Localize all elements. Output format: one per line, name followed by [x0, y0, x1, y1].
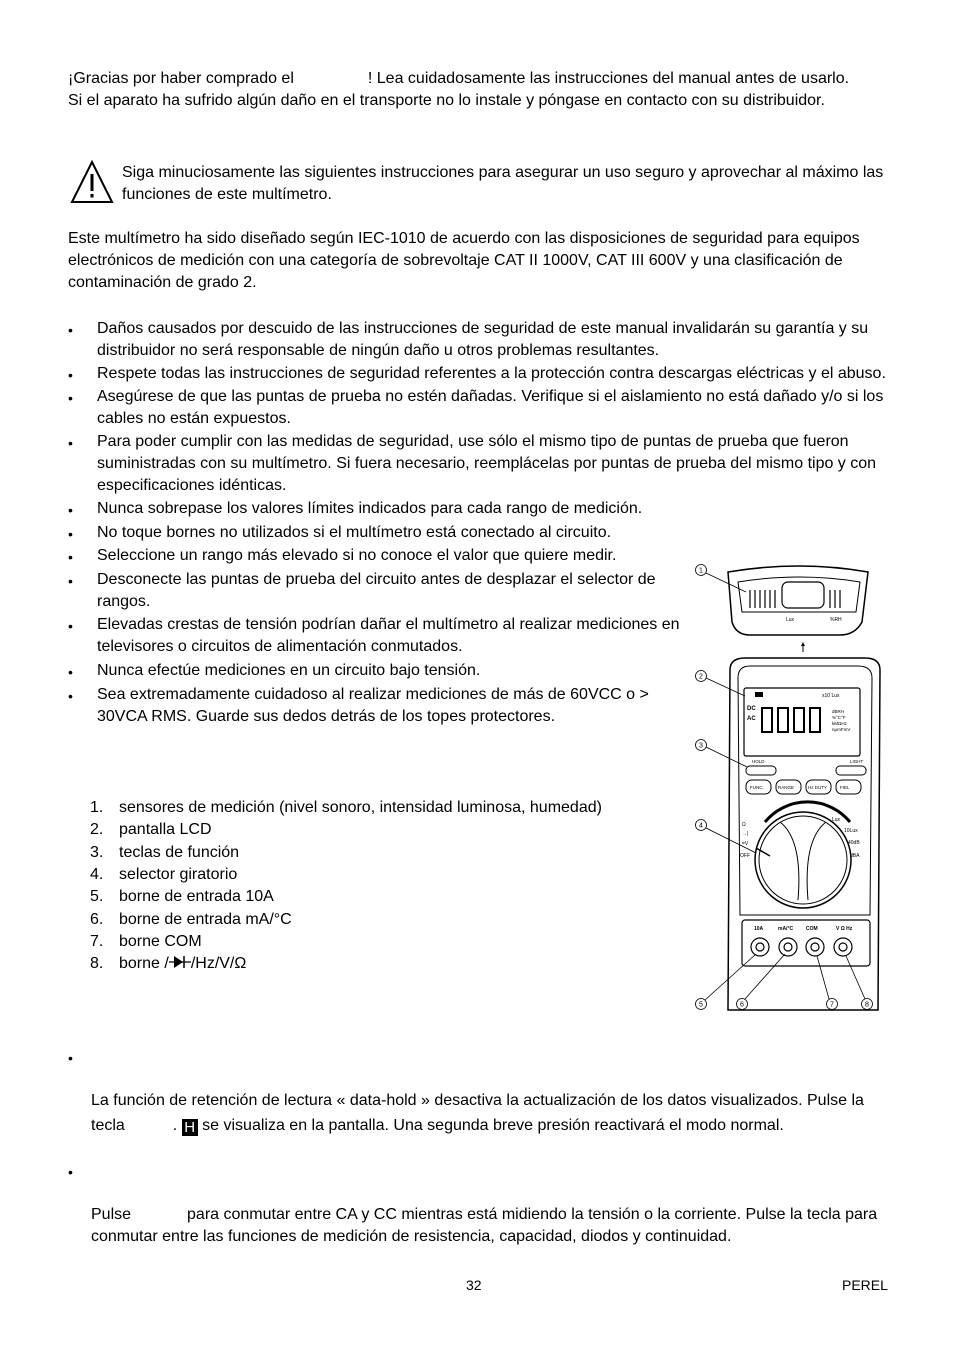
jack-vohm-label: V Ω Hz: [836, 926, 853, 932]
part-number: 5.: [90, 888, 104, 906]
lcd-ac: AC: [747, 716, 756, 722]
safety-item-line: distribuidor no será responsable de ningún daño u otros problemas resultantes.: [97, 342, 660, 359]
bullet-marker: •: [68, 664, 73, 680]
sensor-label-lux: Lux: [786, 617, 795, 623]
part-label: borne de entrada 10A: [119, 888, 274, 906]
lcd-dc: DC: [747, 706, 756, 712]
part-label: sensores de medición (nivel sonoro, intensidad luminosa, humedad): [119, 799, 602, 816]
warning-triangle-icon: [70, 160, 114, 204]
part-number: 7.: [90, 932, 104, 950]
bullet-marker: •: [68, 435, 73, 451]
callout-3: 3: [699, 742, 703, 750]
standard-paragraph: Este multímetro ha sido diseñado según IEC-1010 de acuerdo con las disposiciones de seguridad para equipos electrónicos de medición con una categoría de sobrevoltaje CAT II 1000V, CAT III 600V y una clasificación de contaminación de grado 2.: [68, 230, 860, 291]
callout-7: 7: [830, 1001, 834, 1009]
dial-dba: dBA: [850, 853, 860, 859]
func-key-label: FUNC.: [750, 785, 764, 790]
part-number: 4.: [90, 865, 104, 883]
bullet-marker: •: [68, 502, 73, 518]
safety-item-line: Seleccione un rango más elevado si no conoce el valor que quiere medir.: [97, 547, 617, 564]
bullet-marker: •: [68, 573, 73, 589]
sensor-head: [728, 566, 868, 635]
safety-item: [97, 498, 887, 520]
safety-item-line: suministradas con su multímetro. Si fuera necesario, reemplácelas por puntas de prueba del mismo tipo y con: [97, 455, 877, 472]
callout-2: 2: [699, 673, 703, 681]
bullet-marker: •: [68, 322, 73, 338]
dial-10lux: 10Lux: [844, 828, 858, 834]
part-number: 6.: [90, 910, 104, 928]
lcd-range-label: x10 Lux: [822, 693, 840, 699]
part-number: 8.: [90, 955, 104, 973]
safety-item-line: Nunca sobrepase los valores límites indicados para cada rango de medición.: [97, 500, 643, 517]
func-bullet: •: [68, 1164, 73, 1180]
safety-item-line: No toque bornes no utilizados si el multímetro está conectado al circuito.: [97, 524, 612, 541]
dial-dcv: =V: [742, 841, 749, 847]
sensor-label-rh: %RH: [830, 617, 842, 623]
lcd-display: [744, 688, 860, 756]
safety-item-line: Asegúrese de que las puntas de prueba no estén dañadas. Verifique si el aislamiento no está dañado y/o si los: [97, 388, 884, 405]
bullet-marker: •: [68, 549, 73, 565]
intro: [68, 68, 888, 112]
input-jacks: [742, 920, 870, 966]
part-label: pantalla LCD: [119, 821, 212, 839]
safety-item-line: rangos.: [97, 593, 151, 610]
jack-ma-label: mA/°C: [778, 926, 794, 932]
safety-item: [97, 363, 887, 385]
light-key-label: LIGHT: [850, 759, 864, 764]
footer-brand: PEREL: [842, 1277, 888, 1293]
safety-item-line: especificaciones idénticas.: [97, 477, 287, 494]
safety-item-line: Nunca efectúe mediciones en un circuito bajo tensión.: [97, 662, 481, 679]
bullet-marker: •: [68, 526, 73, 542]
hz-duty-key-label: Hz DUTY: [808, 785, 827, 790]
part-label: selector giratorio: [119, 865, 238, 883]
bullet-marker: •: [68, 367, 73, 383]
part-label: teclas de función: [119, 843, 240, 861]
safety-item-line: Elevadas crestas de tensión podrían dañar el multímetro al realizar mediciones en: [97, 616, 680, 633]
part-number: 3.: [90, 843, 104, 861]
safety-item-line: cables no están expuestos.: [97, 410, 291, 427]
callout-1: 1: [699, 567, 703, 575]
callout-4: 4: [699, 822, 703, 830]
dial-ohm: Ω: [742, 822, 746, 828]
hold-bullet: •: [68, 1050, 73, 1066]
lcd-unit-1: dBRH: [832, 709, 845, 714]
jack-10a-label: 10A: [754, 926, 764, 932]
safety-item: [97, 522, 887, 544]
callout-5: 5: [699, 1001, 703, 1009]
warning-text: Siga minuciosamente las siguientes instrucciones para asegurar un uso seguro y aprovechar al máximo las funciones de este multímetro.: [122, 164, 884, 203]
part-number: 2.: [90, 821, 104, 839]
lcd-unit-4: nμmFmV: [832, 727, 851, 732]
intro-line-2: Si el aparato ha sufrido algún daño en el transporte no lo instale y póngase en contacto con su distribuidor.: [68, 92, 825, 109]
safety-item-line: Respete todas las instrucciones de seguridad referentes a la protección contra descargas eléctricas y el abuso.: [97, 365, 886, 382]
safety-item-line: Daños causados por descuido de las instrucciones de seguridad de este manual invalidarán su garantía y su: [97, 320, 869, 337]
part-number: 1.: [90, 799, 104, 816]
safety-item-line: Para poder cumplir con las medidas de seguridad, use sólo el mismo tipo de puntas de prueba que fueron: [97, 433, 849, 450]
hold-symbol-icon: H: [182, 1119, 198, 1136]
fiel-key-label: FIEL: [840, 785, 850, 790]
lcd-unit-2: %°C°F: [832, 715, 846, 720]
safety-item: [97, 386, 887, 430]
safety-item-line: 30VCA RMS. Guarde sus dedos detrás de los topes protectores.: [97, 708, 556, 725]
lcd-unit-3: kMΩHz: [832, 721, 847, 726]
jack-com-label: COM: [806, 926, 818, 932]
page-number: 32: [466, 1277, 482, 1293]
safety-item-line: Sea extremadamente cuidadoso al realizar mediciones de más de 60VCC o >: [97, 686, 649, 703]
rotary-selector: [740, 802, 860, 908]
part-label: borne de entrada mA/°C: [119, 910, 292, 928]
dial-lux: Lux: [832, 817, 841, 823]
bullet-marker: •: [68, 390, 73, 406]
part-label: borne COM: [119, 932, 202, 950]
intro-line-1: ¡Gracias por haber comprado el ! Lea cuidadosamente las instrucciones del manual antes de usarlo.: [68, 70, 850, 87]
hold-key-label: HOLD: [752, 759, 765, 764]
dial-diode: →|: [742, 831, 749, 837]
dial-40db: 40dB: [848, 840, 860, 846]
callout-8: 8: [865, 1001, 869, 1009]
safety-item-line: Desconecte las puntas de prueba del circuito antes de desplazar el selector de: [97, 571, 656, 588]
hold-paragraph: La función de retención de lectura « data-hold » desactiva la actualización de los datos visualizados. Pulse la tecla . H se visualiza en la pantalla. Una segunda breve presión reactivará el modo normal.: [91, 1092, 864, 1136]
callout-6: 6: [740, 1001, 744, 1009]
multimeter-figure: [690, 560, 890, 1015]
range-key-label: RANGE: [778, 785, 795, 790]
safety-item: [97, 431, 887, 497]
diode-icon: [169, 954, 191, 970]
part-label: borne / /Hz/V/Ω: [119, 955, 247, 973]
function-keys: [746, 759, 866, 794]
bullet-marker: •: [68, 618, 73, 634]
safety-item-line: televisores o circuitos de alimentación conmutados.: [97, 638, 463, 655]
safety-item: [97, 318, 887, 362]
bullet-marker: •: [68, 688, 73, 704]
func-paragraph: Pulse para conmutar entre CA y CC mientras está midiendo la tensión o la corriente. Pulse la tecla para conmutar entre las funciones de medición de resistencia, capacidad, diodos y continuidad.: [91, 1206, 878, 1245]
dial-off: OFF: [740, 853, 750, 859]
